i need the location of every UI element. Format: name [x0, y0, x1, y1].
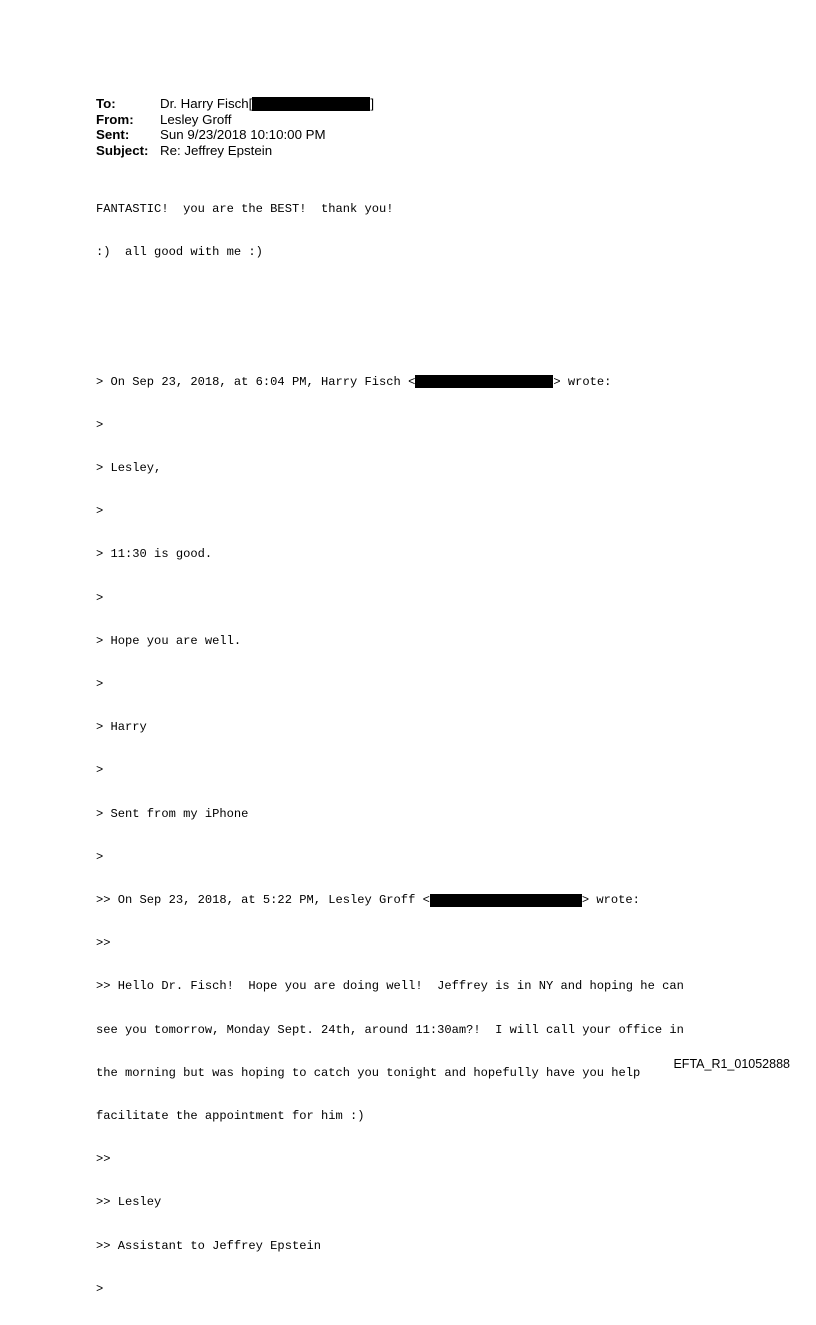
- sent-value: Sun 9/23/2018 10:10:00 PM: [160, 127, 326, 142]
- quote1-intro: [96, 375, 684, 389]
- from-value: Lesley Groff: [160, 111, 232, 127]
- quote2-intro-post: > wrote:: [581, 893, 640, 908]
- quote-line: >: [96, 504, 104, 519]
- to-bracket-close: ]: [370, 96, 375, 111]
- quote2-intro-pre: >> On Sep 23, 2018, at 5:22 PM, Lesley Groff <: [96, 893, 430, 908]
- nested-quote-line: >>: [96, 936, 111, 951]
- quote-signature: > Harry: [96, 720, 147, 735]
- email-header: [96, 96, 374, 158]
- quote-line: >: [96, 849, 104, 864]
- reply-line-2: :) all good with me :): [96, 245, 263, 260]
- to-row: [96, 96, 374, 112]
- nested-quote-body-1: >> Hello Dr. Fisch! Hope you are doing well! Jeffrey is in NY and hoping he can: [96, 979, 684, 994]
- quote1-intro-post: > wrote:: [553, 374, 612, 389]
- quote2-intro: [96, 893, 684, 907]
- to-value: [160, 96, 374, 112]
- quote-line: >: [96, 417, 104, 432]
- to-label: To:: [96, 96, 116, 111]
- nested-quote-signature: >> Lesley: [96, 1195, 162, 1210]
- from-row: [96, 112, 374, 128]
- quote-line: >: [96, 677, 104, 692]
- nested-quote-line: >>: [96, 1152, 111, 1167]
- quote-end: >: [96, 1281, 104, 1296]
- quote-hope: > Hope you are well.: [96, 633, 242, 648]
- to-name: Dr. Harry Fisch[: [160, 96, 253, 111]
- quote-line: >: [96, 590, 104, 605]
- redaction-fisch-email: [415, 375, 553, 388]
- subject-value: Re: Jeffrey Epstein: [160, 142, 273, 158]
- redaction-groff-email: [430, 894, 582, 907]
- quote-sent-from: > Sent from my iPhone: [96, 806, 249, 821]
- nested-quote-body-3: the morning but was hoping to catch you tonight and hopefully have you help: [96, 1065, 641, 1080]
- reply-line-1: FANTASTIC! you are the BEST! thank you!: [96, 201, 394, 216]
- from-label: From:: [96, 111, 134, 127]
- sent-row: [96, 127, 374, 143]
- document-id: EFTA_R1_01052888: [673, 1057, 790, 1071]
- quote-time: > 11:30 is good.: [96, 547, 213, 562]
- subject-row: [96, 143, 374, 159]
- nested-quote-body-2: see you tomorrow, Monday Sept. 24th, around 11:30am?! I will call your office in: [96, 1022, 684, 1037]
- quote-line: >: [96, 763, 104, 778]
- subject-label: Subject:: [96, 142, 149, 158]
- sent-label: Sent:: [96, 127, 130, 142]
- nested-quote-title: >> Assistant to Jeffrey Epstein: [96, 1238, 321, 1253]
- email-body: [96, 173, 684, 1325]
- quote1-intro-pre: > On Sep 23, 2018, at 6:04 PM, Harry Fisch <: [96, 374, 416, 389]
- quote-greeting: > Lesley,: [96, 461, 162, 476]
- redaction-to-email: [252, 97, 370, 111]
- nested-quote-body-4: facilitate the appointment for him :): [96, 1109, 365, 1124]
